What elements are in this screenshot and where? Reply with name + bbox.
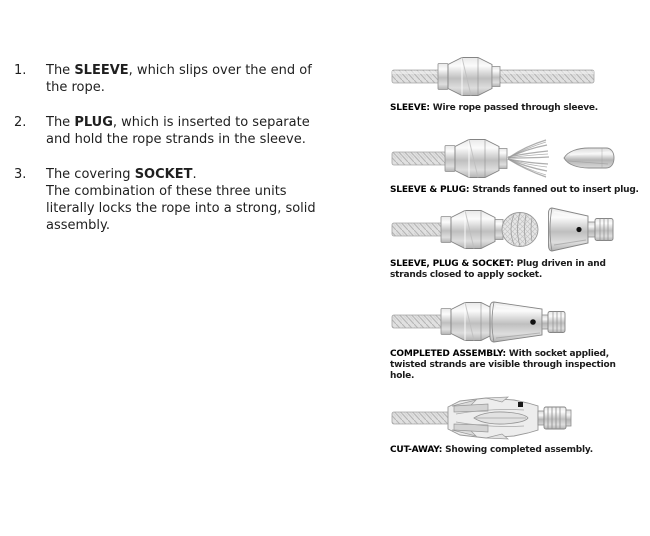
figure-cut-away [390,394,642,456]
sleeve-plug-illustration [390,136,618,182]
fanned-strands [508,140,549,177]
sleeve-illustration [390,54,597,100]
item-number: 1. [14,63,27,78]
caption-text: Wire rope passed through sleeve. [432,103,599,113]
strand-bulb [502,213,538,247]
instruction-item-sleeve [14,62,344,96]
sleeve-plug-socket-illustration [390,204,620,256]
caption-label: COMPLETED ASSEMBLY: [390,349,506,359]
term-plug: PLUG [74,115,113,130]
figure-caption [390,259,642,281]
figure-caption [390,445,642,456]
caption-text: Strands fanned out to insert plug. [472,185,639,195]
completed-assembly-illustration [390,298,580,346]
figure-caption [390,103,642,114]
inspection-hole [576,227,581,232]
term-socket: SOCKET [134,167,193,182]
inspection-hole [530,319,536,325]
plug-shape [564,148,614,168]
caption-label: SLEEVE: [390,103,430,113]
figure-sleeve-plug-socket [390,204,642,281]
caption-text: With socket applied, twisted strands are visible through inspection hole. [390,349,616,381]
item-text: The covering SOCKET. The combination of these three units literally locks the rope into a strong, solid assembly. [46,167,316,233]
instruction-list [14,62,344,252]
caption-label: SLEEVE & PLUG: [390,185,470,195]
socket-on-assembly [490,302,565,342]
item-continuation: The combination of these three units literally locks the rope into a strong, solid assembly. [46,184,316,233]
cut-socket-outline [448,397,538,439]
item-number: 3. [14,167,27,182]
figure-sleeve [390,54,642,114]
caption-text: Plug driven in and strands closed to apply socket. [390,259,606,280]
figure-caption [390,349,642,382]
caption-label: SLEEVE, PLUG & SOCKET: [390,259,514,269]
instruction-item-socket [14,166,344,234]
caption-label: CUT-AWAY: [390,445,443,455]
item-text: The SLEEVE, which slips over the end of the rope. [46,63,312,95]
threaded-stub [538,407,571,429]
item-text: The PLUG, which is inserted to separate and hold the rope strands in the sleeve. [46,115,310,147]
socket-shape [549,208,614,251]
instruction-item-plug [14,114,344,148]
figure-sleeve-plug [390,136,642,196]
cut-away-illustration [390,394,580,442]
caption-text: Showing completed assembly. [445,445,593,455]
term-sleeve: SLEEVE [74,63,129,78]
item-number: 2. [14,115,27,130]
cutaway-notch [518,402,523,407]
figure-caption [390,185,642,196]
figure-completed-assembly [390,298,642,382]
